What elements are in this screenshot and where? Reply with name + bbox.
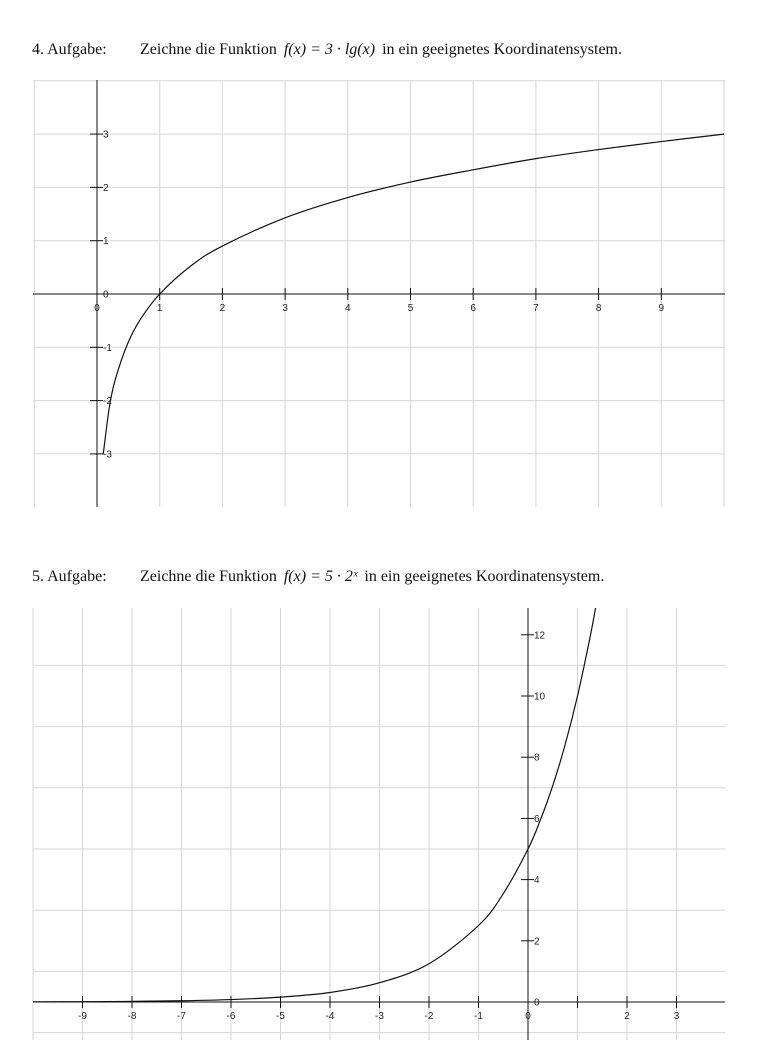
chart-5-y-tick-label: 10 bbox=[534, 691, 546, 703]
chart-5-x-tick-label: 3 bbox=[673, 1011, 680, 1022]
chart-5-y-tick-label: 0 bbox=[534, 997, 540, 1009]
chart-4-x-tick-label: 3 bbox=[282, 303, 288, 314]
chart-4-x-tick-label: 9 bbox=[658, 303, 665, 314]
chart-5-x-tick-label: 0 bbox=[525, 1011, 531, 1022]
chart-5-x-tick-label: -4 bbox=[325, 1011, 335, 1022]
chart-4-y-tick-label: -2 bbox=[103, 396, 112, 408]
chart-4-y-tick-label: 3 bbox=[103, 129, 109, 141]
chart-4-x-tick-label: 7 bbox=[533, 303, 539, 314]
chart-5-x-tick-label: -3 bbox=[375, 1011, 384, 1022]
task-5-instruction: Zeichne die Funktion bbox=[140, 568, 277, 585]
task-5-number: 5. Aufgabe: bbox=[32, 568, 107, 585]
chart-5-x-tick-label: -7 bbox=[177, 1011, 186, 1022]
chart-4-y-tick-label: 2 bbox=[103, 182, 109, 194]
chart-4-y-tick-label: 0 bbox=[103, 289, 109, 301]
chart-5-x-tick-label: -9 bbox=[78, 1011, 87, 1022]
chart-4-x-tick-label: 4 bbox=[345, 303, 351, 314]
chart-4-x-tick-label: 5 bbox=[407, 303, 414, 314]
chart-5-y-tick-label: 6 bbox=[534, 813, 540, 825]
chart-5-y-tick-label: 8 bbox=[534, 752, 540, 764]
chart-5-x-tick-label: -1 bbox=[474, 1011, 483, 1022]
chart-4-x-tick-label: 8 bbox=[595, 303, 602, 314]
task-5-formula: f(x) = 5 · 2ˣ bbox=[283, 568, 358, 585]
chart-5-x-tick-label: -5 bbox=[276, 1011, 285, 1022]
chart-5-y-tick-label: 4 bbox=[534, 875, 540, 887]
task-4-number: 4. Aufgabe: bbox=[32, 41, 107, 58]
chart-5-x-tick-label: -6 bbox=[226, 1011, 236, 1022]
chart-4-x-tick-label: 0 bbox=[94, 303, 100, 314]
chart-4-x-tick-label: 6 bbox=[470, 303, 476, 314]
chart-5-x-tick-label: 2 bbox=[624, 1011, 630, 1022]
chart-4-x-tick-label: 1 bbox=[156, 303, 163, 314]
chart-5-x-tick-label: -2 bbox=[424, 1011, 434, 1022]
chart-5-x-tick-label: -8 bbox=[127, 1011, 137, 1022]
chart-4-x-tick-label: 2 bbox=[219, 303, 226, 314]
chart-5-y-tick-label: 12 bbox=[534, 630, 546, 642]
task-4-formula: f(x) = 3 · lg(x) bbox=[283, 41, 376, 58]
task-5-suffix: in ein geeignetes Koordinatensystem. bbox=[364, 568, 605, 585]
chart-4-y-tick-label: 1 bbox=[103, 236, 109, 248]
chart-5-y-tick-label: 2 bbox=[534, 936, 540, 948]
chart-4-y-tick-label: -1 bbox=[103, 342, 112, 354]
task-5-heading bbox=[32, 567, 604, 587]
task-4-instruction: Zeichne die Funktion bbox=[140, 41, 277, 58]
task-4-suffix: in ein geeignetes Koordinatensystem. bbox=[382, 41, 622, 58]
chart-4-y-tick-label: -3 bbox=[103, 449, 112, 461]
